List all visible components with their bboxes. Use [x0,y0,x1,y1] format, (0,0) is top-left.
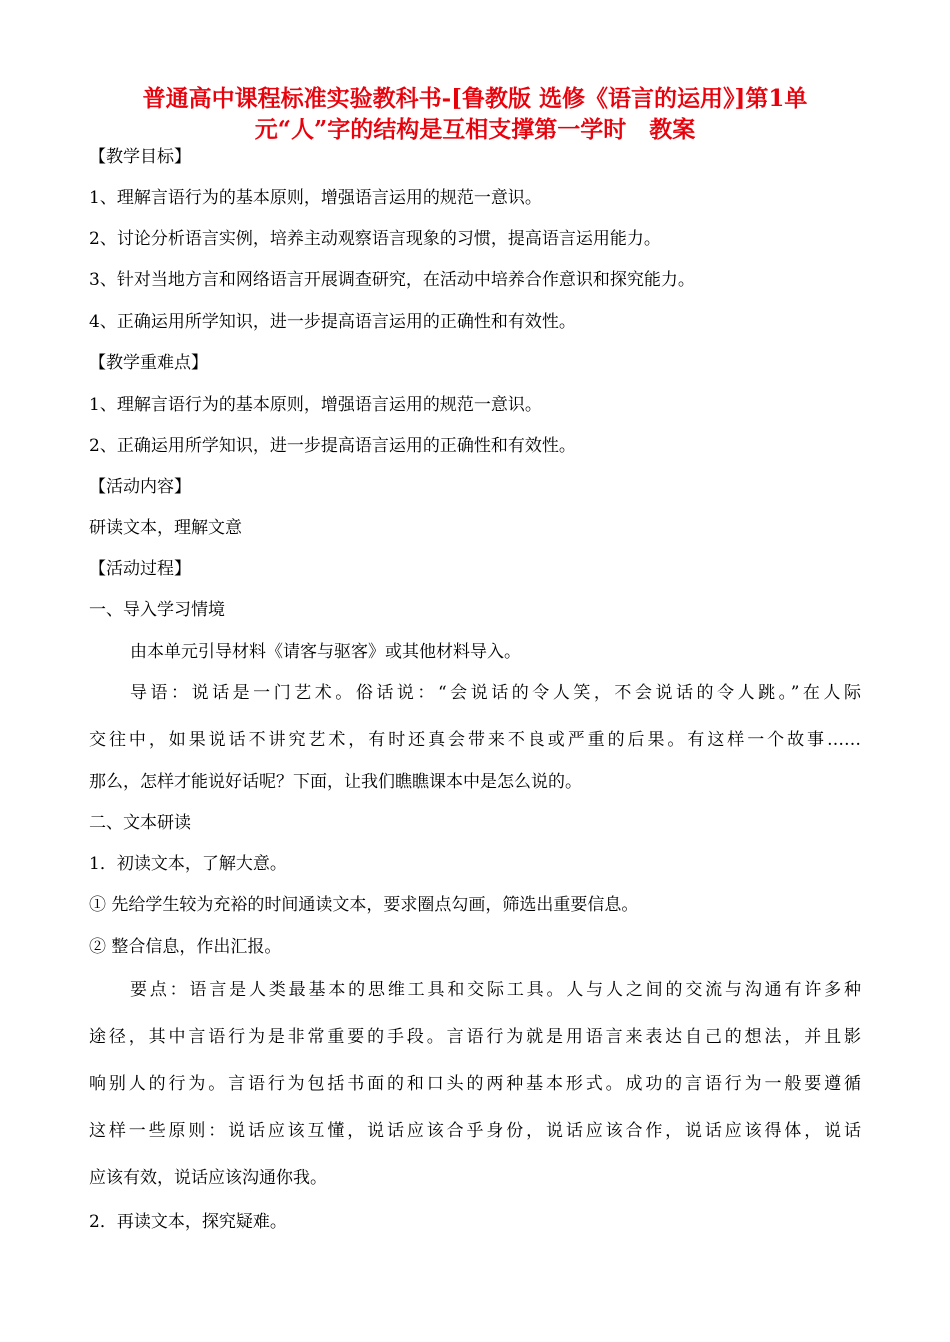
part1-intro: 由本单元引导材料《请客与驱客》或其他材料导入。 [130,642,521,662]
goal-item: 3、针对当地方言和网络语言开展调查研究，在活动中培养合作意识和探究能力。 [89,270,695,290]
step2-heading: 2．再读文本，探究疑难。 [89,1212,287,1232]
summary-paragraph-line: 途径，其中言语行为是非常重要的手段。言语行为就是用语言来表达自己的想法，并且影 [89,1027,861,1047]
step1-heading: 1．初读文本，了解大意。 [89,854,287,874]
summary-paragraph-line: 应该有效，说话应该沟通你我。 [89,1168,327,1188]
step1-item: ① 先给学生较为充裕的时间通读文本，要求圈点勾画，筛选出重要信息。 [89,895,639,915]
part1-heading: 一、导入学习情境 [89,600,225,620]
summary-paragraph-line: 这样一些原则：说话应该互懂，说话应该合乎身份，说话应该合作，说话应该得体，说话 [89,1121,861,1141]
lead-paragraph-line: 那么，怎样才能说好话呢？下面，让我们瞧瞧课本中是怎么说的。 [89,772,582,792]
content-heading: 【活动内容】 [89,477,191,497]
summary-paragraph-line: 响别人的行为。言语行为包括书面的和口头的两种基本形式。成功的言语行为一般要遵循 [89,1074,861,1094]
step1-item: ② 整合信息，作出汇报。 [89,937,282,957]
lead-paragraph-line: 导语：说话是一门艺术。俗话说：“会说话的令人笑，不会说话的令人跳。”在人际 [130,683,861,703]
content-text: 研读文本，理解文意 [89,518,242,538]
goals-heading: 【教学目标】 [89,147,191,167]
goal-item: 4、正确运用所学知识，进一步提高语言运用的正确性和有效性。 [89,312,576,332]
key-points-heading: 【教学重难点】 [89,353,208,373]
document-title-line-2: 元“人”字的结构是互相支撑第一学时 教案 [254,116,696,143]
part2-heading: 二、文本研读 [89,813,191,833]
lead-paragraph-line: 交往中，如果说话不讲究艺术，有时还真会带来不良或严重的后果。有这样一个故事…… [89,730,861,750]
process-heading: 【活动过程】 [89,559,191,579]
goal-item: 1、理解言语行为的基本原则，增强语言运用的规范一意识。 [89,188,542,208]
document-title-line-1: 普通高中课程标准实验教科书-[鲁教版 选修《语言的运用》]第1单 [142,85,808,112]
key-point-item: 2、正确运用所学知识，进一步提高语言运用的正确性和有效性。 [89,436,576,456]
goal-item: 2、讨论分析语言实例，培养主动观察语言现象的习惯，提高语言运用能力。 [89,229,661,249]
summary-paragraph-line: 要点：语言是人类最基本的思维工具和交际工具。人与人之间的交流与沟通有许多种 [130,980,861,1000]
key-point-item: 1、理解言语行为的基本原则，增强语言运用的规范一意识。 [89,395,542,415]
